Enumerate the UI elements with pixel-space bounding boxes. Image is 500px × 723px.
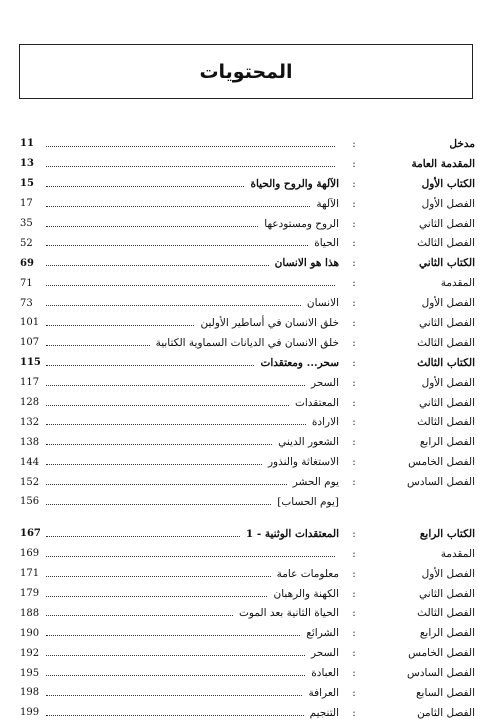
entry-colon: : xyxy=(352,177,356,190)
entry-label: مدخل xyxy=(449,137,475,150)
toc-entry xyxy=(20,584,475,604)
entry-title: العرافة xyxy=(308,686,339,699)
entry-title: سحر... ومعتقدات xyxy=(260,356,339,369)
entry-label: الفصل الثاني xyxy=(419,587,475,600)
entry-colon: : xyxy=(352,237,356,250)
page-title: المحتويات xyxy=(199,60,293,83)
toc-entry xyxy=(20,544,475,564)
dot-leader xyxy=(46,536,240,537)
entry-title: الاستغاثة والنذور xyxy=(267,456,339,469)
entry-label: المقدمة العامة xyxy=(411,157,475,170)
entry-page-number: 156 xyxy=(20,496,40,508)
toc-entry xyxy=(20,253,475,273)
entry-title: معلومات عامة xyxy=(276,567,339,580)
entry-page-number: 73 xyxy=(20,297,33,309)
entry-colon: : xyxy=(352,257,356,270)
entry-label: الفصل الخامس xyxy=(408,647,475,660)
toc-entry xyxy=(20,233,475,253)
dot-leader xyxy=(46,226,258,227)
dot-leader xyxy=(46,146,335,147)
entry-title: المعتقدات الوثنية - 1 xyxy=(245,527,339,540)
entry-label: الفصل الأول xyxy=(421,197,475,210)
toc-entry xyxy=(20,373,475,393)
entry-label: الكتاب الرابع xyxy=(419,527,475,540)
entry-colon: : xyxy=(352,277,356,290)
entry-colon: : xyxy=(352,416,356,429)
entry-colon: : xyxy=(352,547,356,560)
dot-leader xyxy=(46,424,306,425)
entry-title: هذا هو الانسان xyxy=(274,257,339,270)
entry-colon: : xyxy=(352,706,356,719)
entry-label: الفصل الثامن xyxy=(417,706,475,719)
entry-label: الفصل الثالث xyxy=(417,336,475,349)
entry-label: الفصل الرابع xyxy=(419,436,475,449)
entry-colon: : xyxy=(352,627,356,640)
entry-page-number: 15 xyxy=(20,178,34,190)
entry-colon: : xyxy=(352,297,356,310)
dot-leader xyxy=(46,576,271,577)
entry-colon: : xyxy=(352,686,356,699)
entry-title: الارادة xyxy=(311,416,339,429)
entry-page-number: 167 xyxy=(20,528,41,540)
dot-leader xyxy=(46,715,304,716)
entry-colon: : xyxy=(352,336,356,349)
entry-label: الفصل الرابع xyxy=(419,627,475,640)
entry-page-number: 52 xyxy=(20,237,33,249)
dot-leader xyxy=(46,635,300,636)
entry-label: الفصل السادس xyxy=(407,667,475,680)
entry-page-number: 188 xyxy=(20,607,40,619)
dot-leader xyxy=(46,504,271,505)
dot-leader xyxy=(46,405,289,406)
toc-entry xyxy=(20,564,475,584)
entry-colon: : xyxy=(352,527,356,540)
entry-colon: : xyxy=(352,456,356,469)
entry-page-number: 132 xyxy=(20,416,40,428)
entry-colon: : xyxy=(352,647,356,660)
toc-entry xyxy=(20,683,475,703)
entry-colon: : xyxy=(352,607,356,620)
dot-leader xyxy=(46,615,233,616)
entry-label: الفصل الثاني xyxy=(419,316,475,329)
toc-entry xyxy=(20,432,475,452)
entry-label: الفصل الثاني xyxy=(419,217,475,230)
toc-entry xyxy=(20,472,475,492)
entry-label: المقدمة xyxy=(440,547,475,560)
entry-page-number: 71 xyxy=(20,277,33,289)
entry-colon: : xyxy=(352,157,356,170)
entry-label: المقدمة xyxy=(440,277,475,290)
entry-page-number: 144 xyxy=(20,456,40,468)
toc-entry xyxy=(20,134,475,154)
entry-colon: : xyxy=(352,587,356,600)
entry-colon: : xyxy=(352,217,356,230)
entry-page-number: 138 xyxy=(20,436,40,448)
entry-title: خلق الانسان في الديانات السماوية الكتابية xyxy=(155,336,339,349)
toc-entry xyxy=(20,214,475,234)
dot-leader xyxy=(46,695,302,696)
entry-page-number: 152 xyxy=(20,476,40,488)
entry-label: الفصل السابع xyxy=(415,686,475,699)
entry-page-number: 115 xyxy=(20,357,41,369)
entry-page-number: 117 xyxy=(20,377,40,389)
entry-title: المعتقدات xyxy=(294,396,339,409)
dot-leader xyxy=(46,325,194,326)
entry-title: السحر xyxy=(310,647,339,660)
toc-entry xyxy=(20,623,475,643)
entry-title: الآلهة والروح والحياة xyxy=(250,177,339,190)
entry-title: الروح ومستودعها xyxy=(264,217,339,230)
entry-label: الفصل الثاني xyxy=(419,396,475,409)
dot-leader xyxy=(46,265,269,266)
entry-label: الفصل السادس xyxy=(407,476,475,489)
entry-title: الحياة الثانية بعد الموت xyxy=(239,607,339,620)
dot-leader xyxy=(46,305,301,306)
entry-colon: : xyxy=(352,436,356,449)
entry-page-number: 35 xyxy=(20,218,33,229)
entry-colon: : xyxy=(352,356,356,369)
entry-colon: : xyxy=(352,376,356,389)
toc-entry xyxy=(20,643,475,663)
entry-page-number: 11 xyxy=(20,138,34,150)
dot-leader xyxy=(46,675,305,676)
dot-leader xyxy=(46,385,305,386)
entry-title: [يوم الحساب] xyxy=(277,495,339,508)
entry-label: الفصل الثالث xyxy=(417,607,475,620)
entry-page-number: 13 xyxy=(20,158,34,170)
toc-entry xyxy=(20,393,475,413)
dot-leader xyxy=(46,206,310,207)
dot-leader xyxy=(46,245,308,246)
entry-colon: : xyxy=(352,476,356,489)
entry-page-number: 198 xyxy=(20,687,40,699)
entry-title: الكهنة والرهبان xyxy=(273,587,339,600)
toc-entry xyxy=(20,412,475,432)
entry-page-number: 101 xyxy=(20,317,40,329)
entry-label: الفصل الثالث xyxy=(417,416,475,429)
entry-title: الشرائع xyxy=(306,627,339,640)
entry-label: الكتاب الثالث xyxy=(417,356,475,369)
toc-entry xyxy=(20,524,475,544)
entry-label: الكتاب الأول xyxy=(421,177,475,190)
toc-entry xyxy=(20,703,475,723)
entry-title: الانسان xyxy=(306,297,339,310)
toc-entry xyxy=(20,663,475,683)
entry-title: التنجيم xyxy=(309,706,339,719)
entry-page-number: 169 xyxy=(20,548,40,560)
entry-page-number: 107 xyxy=(20,337,40,349)
entry-colon: : xyxy=(352,137,356,150)
entry-page-number: 199 xyxy=(20,707,40,719)
entry-page-number: 69 xyxy=(20,257,34,269)
entry-colon: : xyxy=(352,667,356,680)
toc-entry xyxy=(20,452,475,472)
entry-page-number: 190 xyxy=(20,627,40,639)
dot-leader xyxy=(46,365,254,366)
toc-entry xyxy=(20,313,475,333)
title-box xyxy=(19,44,473,99)
entry-label: الفصل الأول xyxy=(421,376,475,389)
dot-leader xyxy=(46,186,244,187)
dot-leader xyxy=(46,464,262,465)
entry-title: يوم الحشر xyxy=(292,476,339,489)
dot-leader xyxy=(46,285,335,286)
dot-leader xyxy=(46,484,287,485)
entry-title: الحياة xyxy=(314,237,339,250)
entry-label: الفصل الأول xyxy=(421,567,475,580)
dot-leader xyxy=(46,596,267,597)
entry-title: العبادة xyxy=(311,667,339,680)
entry-colon: : xyxy=(352,197,356,210)
toc-list xyxy=(20,134,475,723)
dot-leader xyxy=(46,444,272,445)
entry-colon: : xyxy=(352,316,356,329)
entry-label: الفصل الخامس xyxy=(408,456,475,469)
dot-leader xyxy=(46,166,335,167)
entry-page-number: 179 xyxy=(20,588,40,600)
dot-leader xyxy=(46,345,150,346)
entry-page-number: 17 xyxy=(20,198,33,210)
toc-entry xyxy=(20,603,475,623)
entry-colon: : xyxy=(352,396,356,409)
toc-entry xyxy=(20,293,475,313)
entry-title: الشعور الديني xyxy=(278,436,339,449)
entry-page-number: 171 xyxy=(20,568,40,580)
entry-label: الكتاب الثاني xyxy=(419,257,475,270)
toc-entry xyxy=(20,174,475,194)
toc-entry xyxy=(20,492,475,512)
entry-colon: : xyxy=(352,567,356,580)
entry-label: الفصل الأول xyxy=(421,297,475,310)
entry-page-number: 195 xyxy=(20,667,40,679)
entry-label: الفصل الثالث xyxy=(417,237,475,250)
toc-entry xyxy=(20,273,475,293)
dot-leader xyxy=(46,655,305,656)
dot-leader xyxy=(46,556,335,557)
entry-title: خلق الانسان في أساطير الأولين xyxy=(200,316,339,329)
toc-entry xyxy=(20,333,475,353)
entry-title: السحر xyxy=(310,376,339,389)
toc-entry xyxy=(20,154,475,174)
toc-entry xyxy=(20,353,475,373)
entry-page-number: 192 xyxy=(20,647,40,659)
entry-title: الآلهة xyxy=(316,197,339,210)
toc-entry xyxy=(20,194,475,214)
entry-page-number: 128 xyxy=(20,397,40,409)
